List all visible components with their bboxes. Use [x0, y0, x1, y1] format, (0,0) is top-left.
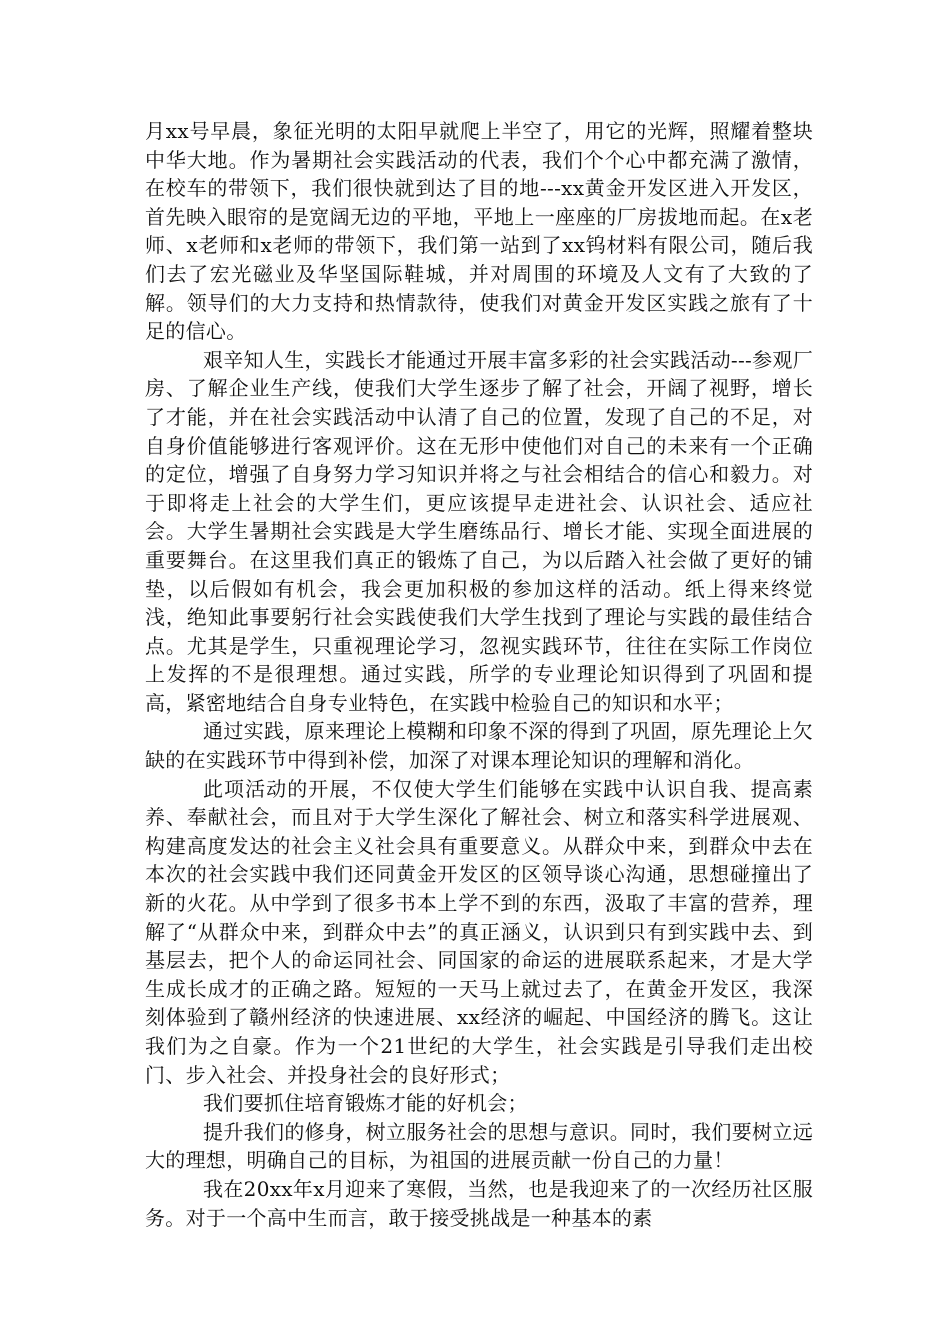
paragraph-5: 我们要抓住培育锻炼才能的好机会； — [203, 1091, 528, 1116]
paragraph-4: 此项活动的开展，不仅使大学生们能够在实践中认识自我、提高素养、奉献社会，而且对于大学生深化了解社会、树立和落实科学进展观、构建高度发达的社会主义社会具有重要意义。从群众中来，到群众中去在本次的社会实践中我们还同黄金开发区的区领导谈心沟通，思想碰撞出了新的火花。从中学到了很多书本上学不到的东西，汲取了丰富的营养，理解了“从群众中来，到群众中去”的真正涵义，认识到只有到实践中去、到基层去，把个人的命运同社会、同国家的命运的进展联系起来，才是大学生成长成才的正确之路。短短的一天马上就过去了，在黄金开发区，我深刻体验到了赣州经济的快速进展、xx经济的崛起、中国经济的腾飞。这让我们为之自豪。作为一个21世纪的大学生，社会实践是引导我们走出校门、步入社会、并投身社会的良好形式； — [145, 776, 813, 1087]
paragraph-7: 我在20xx年x月迎来了寒假，当然，也是我迎来了的一次经历社区服务。对于一个高中生而言，敢于接受挑战是一种基本的素 — [145, 1176, 813, 1230]
paragraph-6: 提升我们的修身，树立服务社会的思想与意识。同时，我们要树立远大的理想，明确自己的目标，为祖国的进展贡献一份自己的力量！ — [145, 1119, 813, 1173]
paragraph-3: 通过实践，原来理论上模糊和印象不深的得到了巩固，原先理论上欠缺的在实践环节中得到补偿，加深了对课本理论知识的理解和消化。 — [145, 719, 813, 773]
paragraph-1: 月xx号早晨，象征光明的太阳早就爬上半空了，用它的光辉，照耀着整块中华大地。作为暑期社会实践活动的代表，我们个个心中都充满了激情，在校车的带领下，我们很快就到达了目的地---xx黄金开发区进入开发区，首先映入眼帘的是宽阔无边的平地，平地上一座座的厂房拔地而起。在x老师、x老师和x老师的带领下，我们第一站到了xx钨材料有限公司，随后我们去了宏光磁业及华坚国际鞋城，并对周围的环境及人文有了大致的了解。领导们的大力支持和热情款待，使我们对黄金开发区实践之旅有了十足的信心。 — [145, 119, 813, 344]
paragraph-2: 艰辛知人生，实践长才能通过开展丰富多彩的社会实践活动---参观厂房、了解企业生产线，使我们大学生逐步了解了社会，开阔了视野，增长了才能，并在社会实践活动中认清了自己的位置，发现了自己的不足，对自身价值能够进行客观评价。这在无形中使他们对自己的未来有一个正确的定位，增强了自身努力学习知识并将之与社会相结合的信心和毅力。对于即将走上社会的大学生们，更应该提早走进社会、认识社会、适应社会。大学生暑期社会实践是大学生磨练品行、增长才能、实现全面进展的重要舞台。在这里我们真正的锻炼了自己，为以后踏入社会做了更好的铺垫，以后假如有机会，我会更加积极的参加这样的活动。纸上得来终觉浅，绝知此事要躬行社会实践使我们大学生找到了理论与实践的最佳结合点。尤其是学生，只重视理论学习，忽视实践环节，往往在实际工作岗位上发挥的不是很理想。通过实践，所学的专业理论知识得到了巩固和提高，紧密地结合自身专业特色，在实践中检验自己的知识和水平； — [145, 347, 813, 715]
document-body — [145, 117, 813, 1232]
